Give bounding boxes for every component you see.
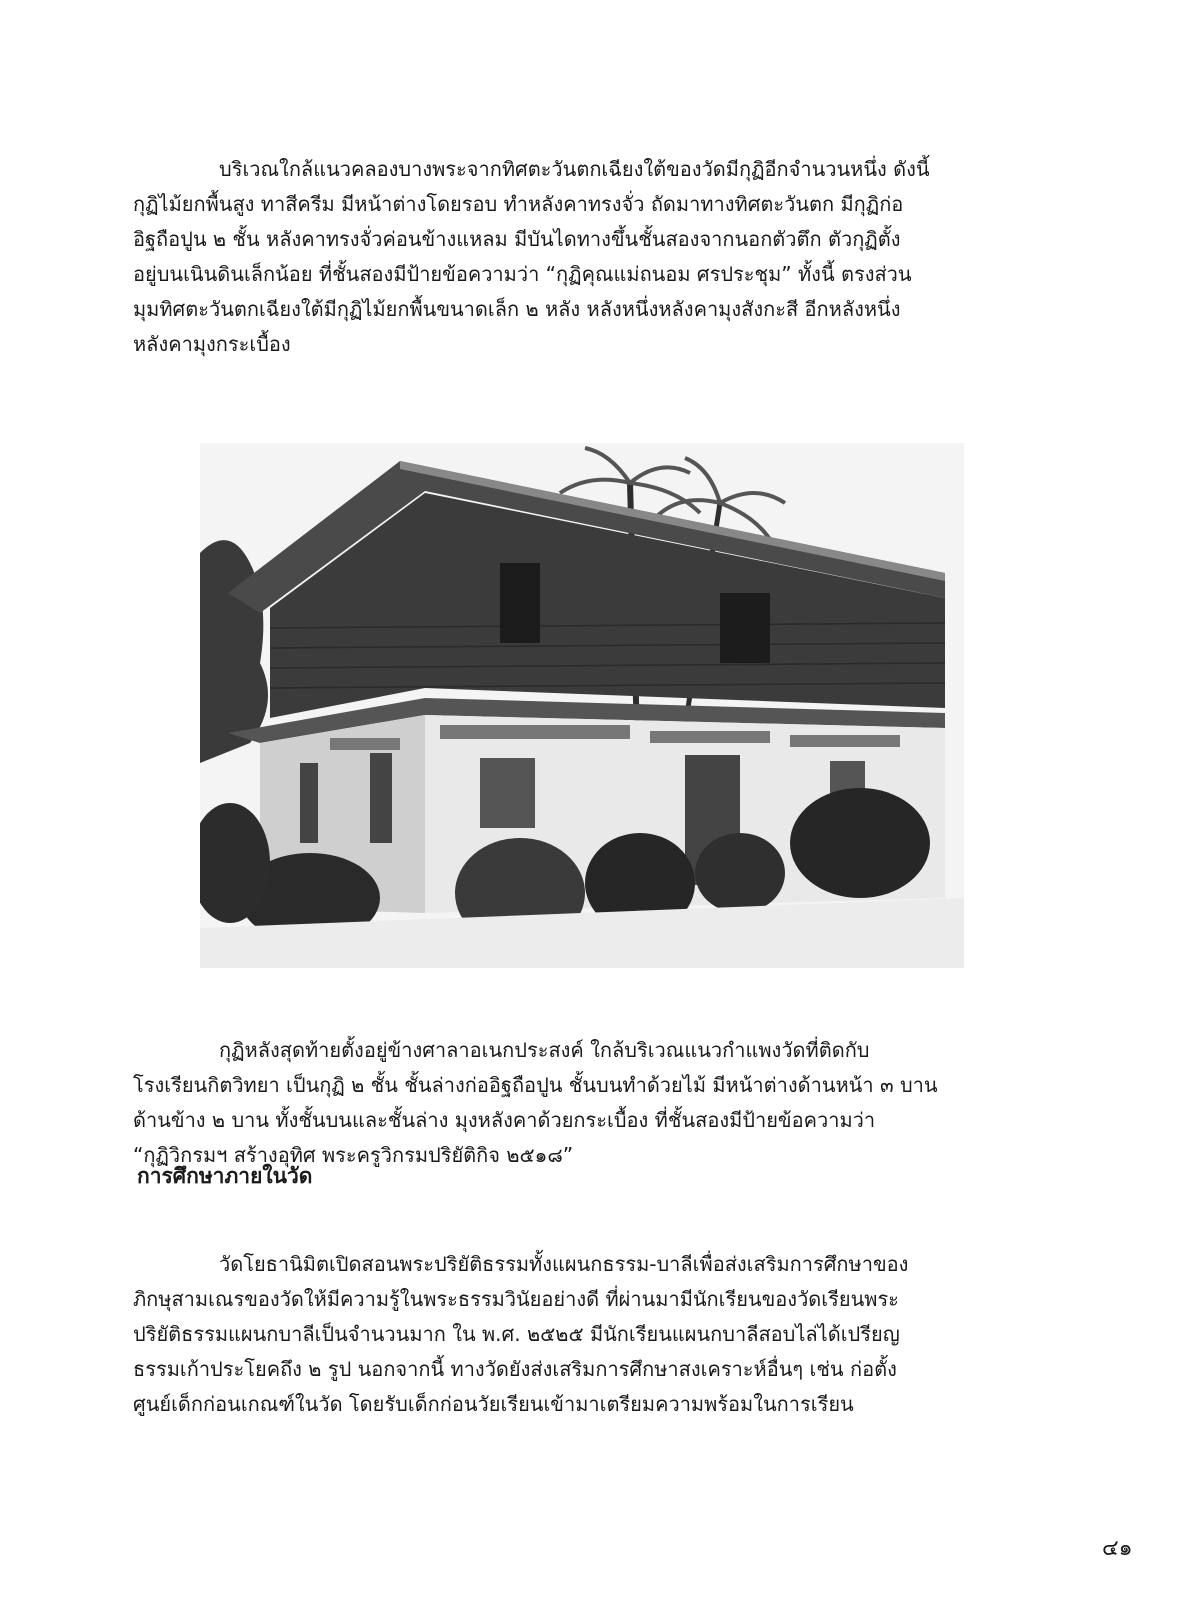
paragraph-kuti-near-canal	[133, 152, 1033, 362]
text-line: หลังคามุงกระเบื้อง	[133, 332, 291, 356]
text-line: กุฏิหลังสุดท้ายตั้งอยู่ข้างศาลาอเนกประสงค์ ใกล้บริเวณแนวกำแพงวัดที่ติดกับ	[219, 1038, 870, 1062]
paragraph-last-kuti	[133, 1033, 1033, 1173]
text-line: ด้านข้าง ๒ บาน ทั้งชั้นบนและชั้นล่าง มุงหลังคาด้วยกระเบื้อง ที่ชั้นสองมีป้ายข้อความว่า	[133, 1108, 876, 1132]
text-line: วัดโยธานิมิตเปิดสอนพระปริยัติธรรมทั้งแผนกธรรม-บาลีเพื่อส่งเสริมการศึกษาของ	[219, 1252, 909, 1276]
paragraph-education	[133, 1247, 1033, 1422]
text-line: อยู่บนเนินดินเล็กน้อย ที่ชั้นสองมีป้ายข้อความว่า “กุฏิคุณแม่ถนอม ศรประชุม” ทั้งนี้ ตรงส่วน	[133, 262, 912, 286]
page-number: ๔๑	[1102, 1536, 1133, 1561]
text-line: ปริยัติธรรมแผนกบาลีเป็นจำนวนมาก ใน พ.ศ. ๒๕๒๕ มีนักเรียนแผนกบาลีสอบไล่ได้เปรียญ	[133, 1322, 900, 1346]
text-line: บริเวณใกล้แนวคลองบางพระจากทิศตะวันตกเฉียงใต้ของวัดมีกุฏิอีกจำนวนหนึ่ง ดังนี้	[219, 157, 930, 181]
kuti-building-photo	[200, 443, 964, 968]
section-heading: การศึกษาภายในวัด	[137, 1164, 313, 1188]
text-line: อิฐถือปูน ๒ ชั้น หลังคาทรงจั่วค่อนข้างแหลม มีบันไดทางขึ้นชั้นสองจากนอกตัวตึก ตัวกุฏิตั้ง	[133, 227, 901, 251]
text-line: ภิกษุสามเณรของวัดให้มีความรู้ในพระธรรมวินัยอย่างดี ที่ผ่านมามีนักเรียนของวัดเรียนพระ	[133, 1287, 899, 1311]
text-line: กุฏิไม้ยกพื้นสูง ทาสีครีม มีหน้าต่างโดยรอบ ทำหลังคาทรงจั่ว ถัดมาทางทิศตะวันตก มีกุฏิก่อ	[133, 192, 904, 216]
text-line: ธรรมเก้าประโยคถึง ๒ รูป นอกจากนี้ ทางวัดยังส่งเสริมการศึกษาสงเคราะห์อื่นๆ เช่น ก่อตั้ง	[133, 1357, 897, 1381]
text-line: “กุฏิวิกรมฯ สร้างอุทิศ พระครูวิกรมปริยัติกิจ ๒๕๑๘”	[133, 1143, 574, 1167]
text-line: โรงเรียนกิตวิทยา เป็นกุฏิ ๒ ชั้น ชั้นล่างก่ออิฐถือปูน ชั้นบนทำด้วยไม้ มีหน้าต่างด้านหน้า ๓ บาน	[133, 1073, 938, 1097]
text-line: มุมทิศตะวันตกเฉียงใต้มีกุฏิไม้ยกพื้นขนาดเล็ก ๒ หลัง หลังหนึ่งหลังคามุงสังกะสี อีกหลังหนึ่ง	[133, 297, 901, 321]
text-line: ศูนย์เด็กก่อนเกณฑ์ในวัด โดยรับเด็กก่อนวัยเรียนเข้ามาเตรียมความพร้อมในการเรียน	[133, 1392, 854, 1416]
